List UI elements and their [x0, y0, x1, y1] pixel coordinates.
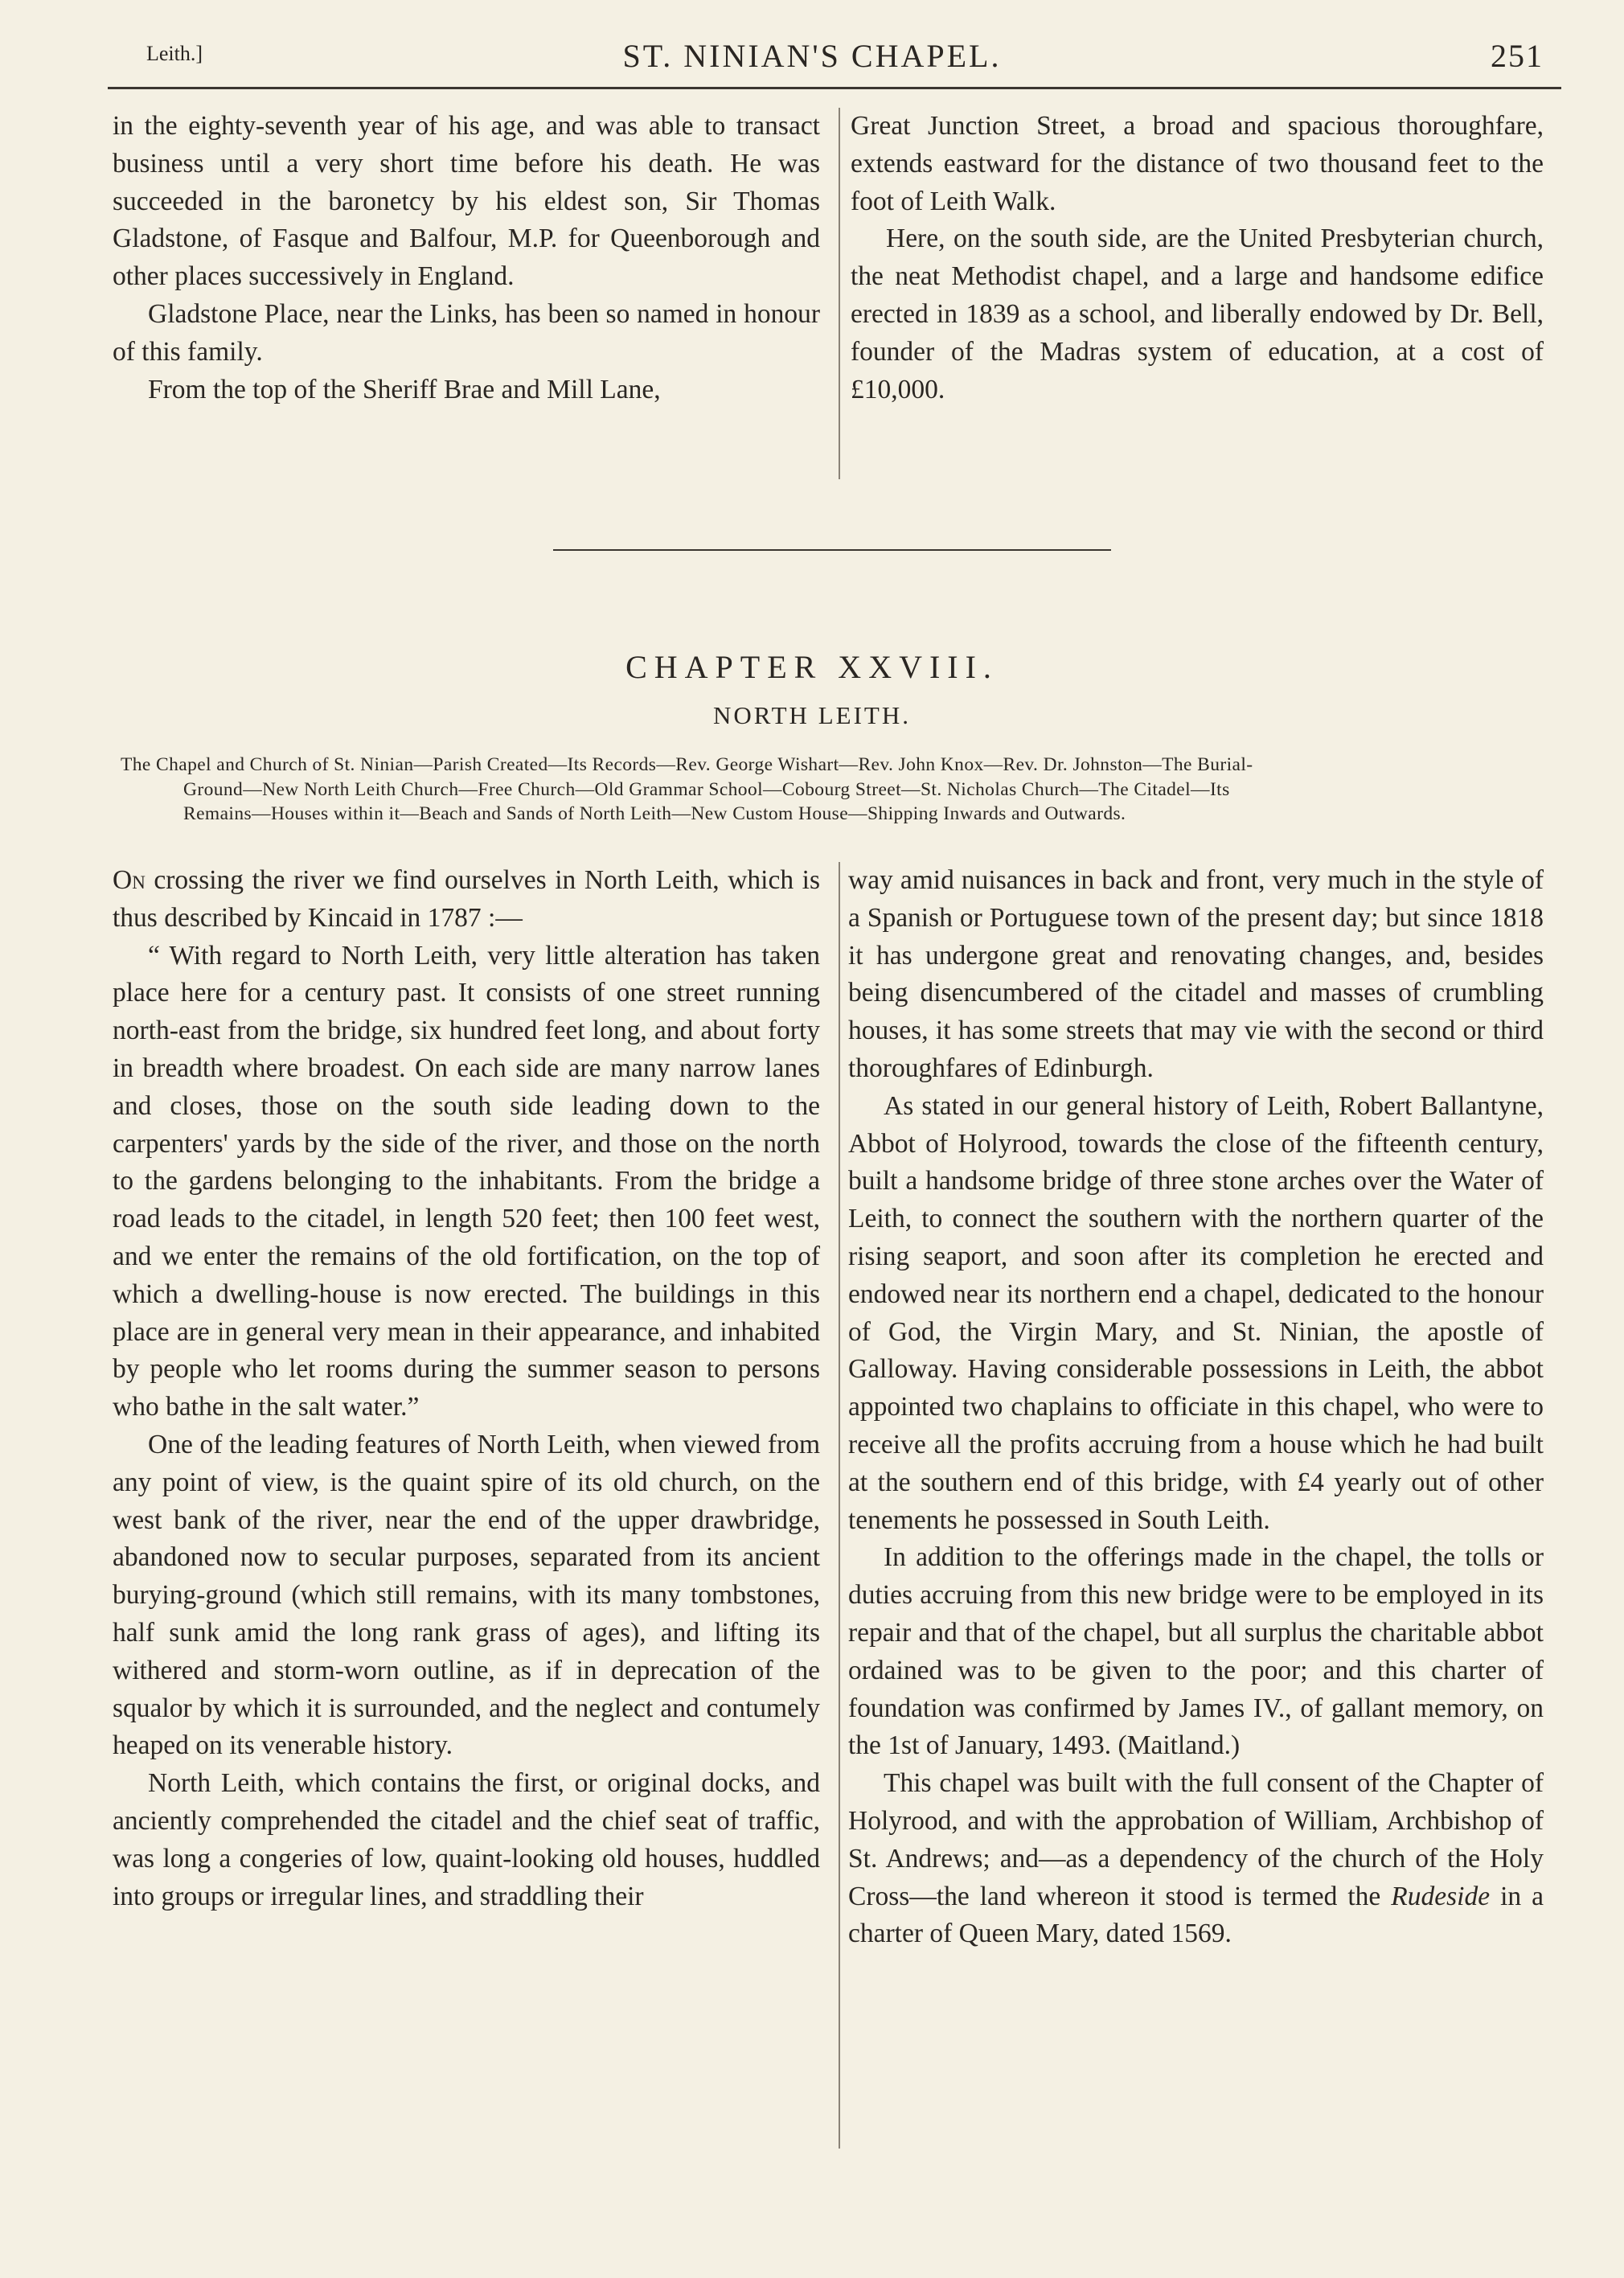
paragraph: In addition to the offerings made in the chapel, the tolls or duties accruing from this new bridge were to be employed in its repair and that of the chapel, but all surplus the charitable abbot ordained was to be given to the poor; and this charter of foundation was confirmed by James IV., of gallant memory, on the 1st of January, 1493. (Maitland.) — [848, 1542, 1544, 1761]
paragraph — [113, 862, 820, 938]
paragraph: Here, on the south side, are the United Presbyterian church, the neat Methodist chapel, and a large and handsome edifice erected in 1839 as a school, and liberally endowed by Dr. Bell, founder of the Madras system of education, at a cost of £10,000. — [851, 224, 1544, 404]
paragraph: One of the leading features of North Leith, when viewed from any point of view, is the quaint spire of its old church, on the west bank of the river, near the end of the upper drawbridge, abandoned now to secular purposes, separated from its ancient burying-ground (which still remains, with its many tombstones, half sunk amid the long rank grass of ages), and lifting its withered and storm-worn outline, as if in deprecation of the squalor by which it is surrounded, and the neglect and contumely heaped on its venerable history. — [113, 1429, 820, 1761]
bottom-left-column — [113, 862, 820, 1915]
chapter-heading: CHAPTER XXVIII. — [625, 649, 999, 685]
paragraph-text: crossing the river we find ourselves in North Leith, which is thus described by Kincaid in 1787 :— — [113, 865, 820, 933]
paragraph: Gladstone Place, near the Links, has been so named in honour of this family. — [113, 298, 820, 367]
column-divider-bottom — [839, 862, 840, 2149]
paragraph: North Leith, which contains the first, or original docks, and anciently comprehended the citadel and the chief seat of traffic, was long a congeries of low, quaint-looking old houses, huddled into groups or irregular lines, and straddling their — [113, 1768, 820, 1911]
paragraph — [848, 1765, 1544, 1953]
top-left-column — [113, 108, 820, 408]
paragraph-text: in a charter of Queen Mary, dated 1569. — [848, 1881, 1544, 1949]
paragraph: Great Junction Street, a broad and spacious thoroughfare, extends eastward for the distance of two thousand feet to the foot of Leith Walk. — [851, 111, 1544, 216]
quotation-paragraph: “ With regard to North Leith, very little alteration has taken place here for a century past. It consists of one street running north-east from the bridge, six hundred feet long, and about forty in breadth where broadest. On each side are many narrow lanes and closes, those on the south side leading down to the carpenters' yards by the side of the river, and those on the north to the gardens belonging to the inhabitants. From the bridge a road leads to the citadel, in length 520 feet; then 100 feet west, and we enter the remains of the old fortification, on the top of which a dwelling-house is now erected. The buildings in this place are in general very mean in their appearance, and inhabited by people who let rooms during the summer season to persons who bathe in the salt water.” — [113, 940, 820, 1422]
header-title: ST. NINIAN'S CHAPEL. — [622, 38, 1002, 74]
top-right-column — [851, 108, 1544, 408]
section-divider — [553, 549, 1111, 551]
opening-words: On — [113, 865, 146, 895]
paragraph: way amid nuisances in back and front, very much in the style of a Spanish or Portuguese town of the present day; but since 1818 it has undergone great and renovating changes, and, besides being disencumbered of the citadel and masses of crumbling houses, it has some streets that may vie with the second or third thoroughfares of Edinburgh. — [848, 865, 1544, 1083]
header-rule — [108, 87, 1561, 89]
paragraph: From the top of the Sheriff Brae and Mill Lane, — [148, 374, 661, 404]
paragraph: As stated in our general history of Leith, Robert Ballantyne, Abbot of Holyrood, towards the close of the fifteenth century, built a handsome bridge of three stone arches over the Water of Leith, to connect the southern with the northern quarter of the rising seaport, and soon after its completion he erected and endowed near its northern end a chapel, dedicated to the honour of God, the Virgin Mary, and St. Ninian, the apostle of Galloway. Having considerable possessions in Leith, the abbot appointed two chaplains to officiate in this chapel, who were to receive all the profits accruing from a house which he had built at the southern end of this bridge, with £4 yearly out of other tenements he possessed in South Leith. — [848, 1090, 1544, 1535]
chapter-synopsis — [121, 753, 1548, 827]
column-divider-top — [839, 108, 840, 479]
italic-term: Rudeside — [1391, 1881, 1491, 1911]
page-number: 251 — [1491, 38, 1544, 74]
synopsis-line: The Chapel and Church of St. Ninian—Parish Created—Its Records—Rev. George Wishart—Rev. John Knox—Rev. Dr. Johnston—The Burial- — [121, 754, 1253, 775]
bottom-right-column — [848, 862, 1544, 1953]
chapter-subtitle: NORTH LEITH. — [713, 701, 911, 729]
running-header — [0, 0, 1624, 96]
paragraph-text: This chapel was built with the full consent of the Chapter of Holyrood, and with the approbation of William, Archbishop of St. Andrews; and—as a dependency of the church of the Holy Cross—the land whereon it stood is termed the — [848, 1768, 1544, 1911]
synopsis-line: Remains—Houses within it—Beach and Sands of North Leith—New Custom House—Shipping Inwards and Outwards. — [183, 803, 1126, 824]
synopsis-line: Ground—New North Leith Church—Free Church—Old Grammar School—Cobourg Street—St. Nicholas Church—The Citadel—Its — [183, 778, 1230, 800]
header-section-label: Leith.] — [146, 42, 203, 65]
paragraph: in the eighty-seventh year of his age, and was able to transact business until a very short time before his death. He was succeeded in the baronetcy by his eldest son, Sir Thomas Gladstone, of Fasque and Balfour, M.P. for Queenborough and other places successively in England. — [113, 111, 820, 292]
